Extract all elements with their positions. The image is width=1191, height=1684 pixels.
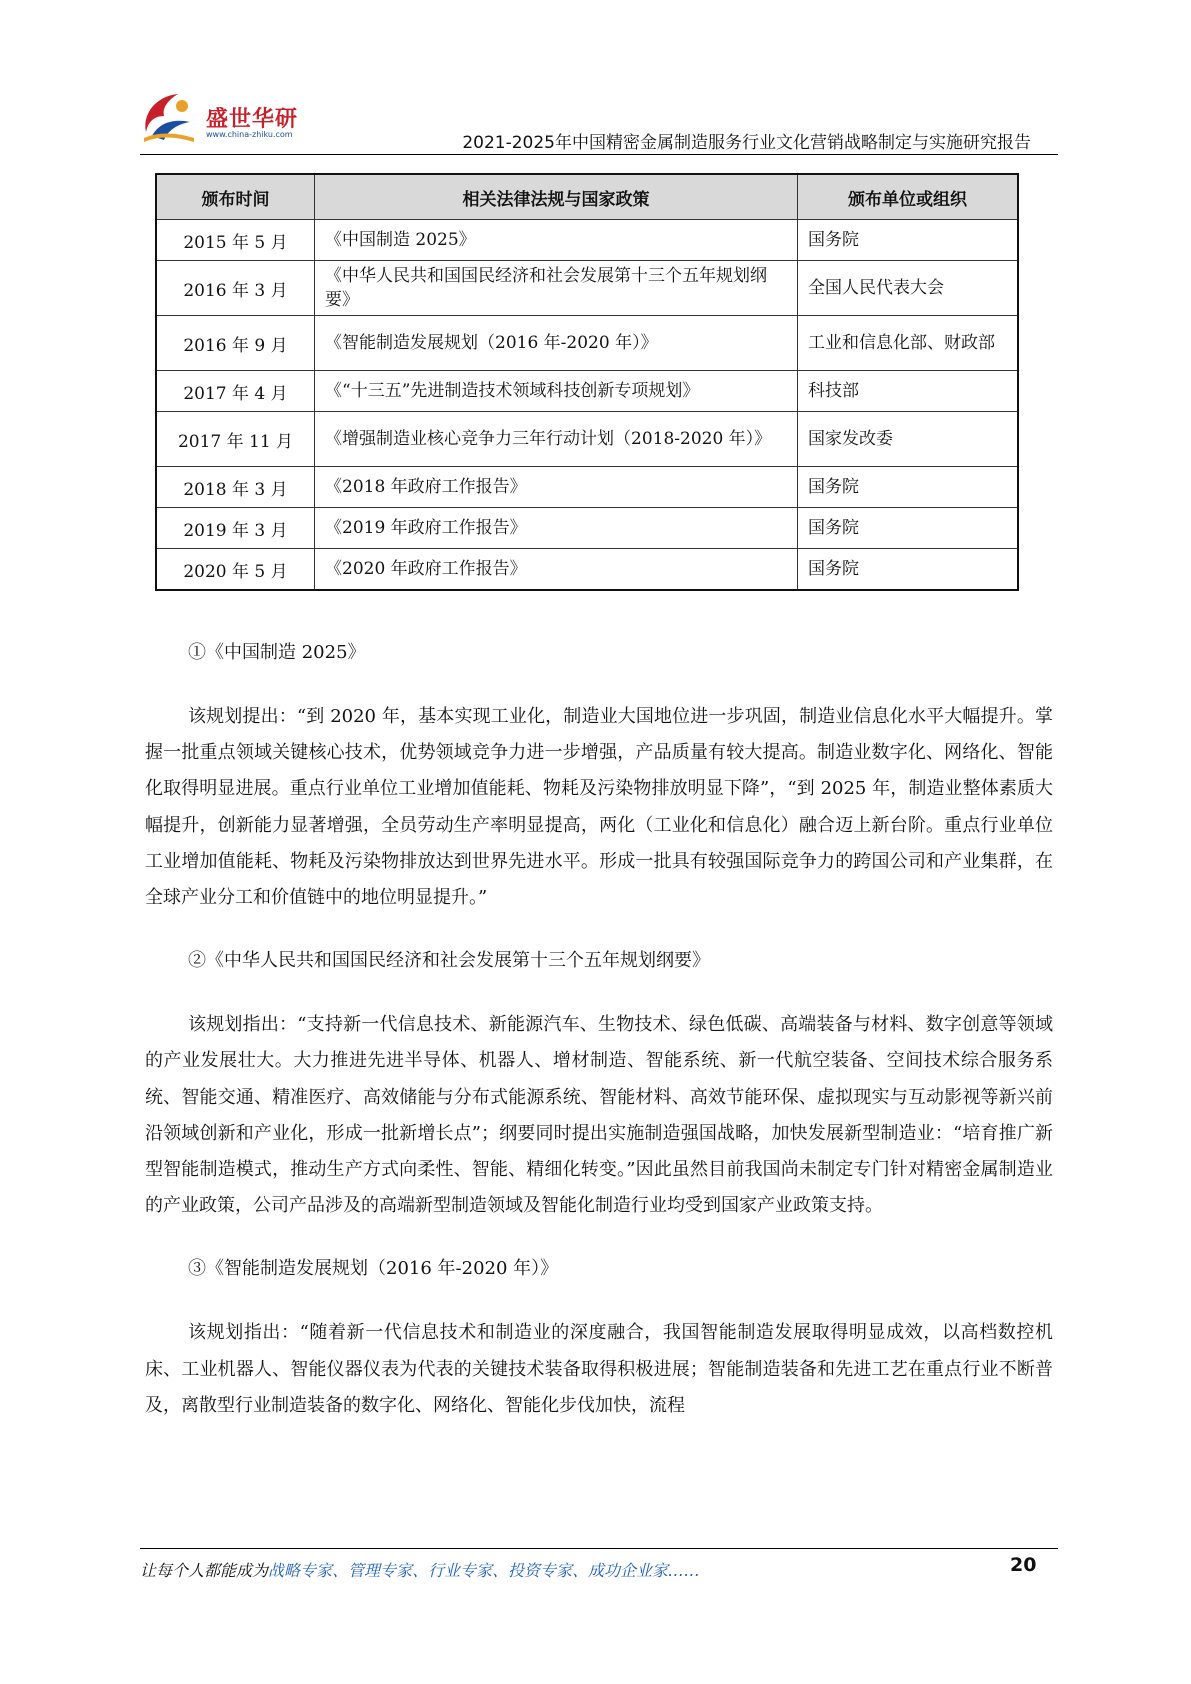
- column-header-issuer: 颁布单位或组织: [798, 174, 1019, 220]
- footer-slogan: [140, 1558, 700, 1581]
- logo-url: www.china-zhiku.com: [206, 130, 293, 139]
- table-row: [156, 316, 1018, 371]
- table-row: [156, 220, 1018, 261]
- issuer-cell: 国务院: [798, 220, 1019, 261]
- policy-cell: 《中国制造 2025》: [315, 220, 798, 261]
- date-cell: 2015 年 5 月: [156, 220, 315, 261]
- issuer-cell: 国务院: [798, 467, 1019, 508]
- table-row: [156, 412, 1018, 467]
- policy-cell: 《2020 年政府工作报告》: [315, 549, 798, 591]
- section-heading: ③《智能制造发展规划（2016 年-2020 年）》: [188, 1258, 559, 1280]
- issuer-cell: 国务院: [798, 549, 1019, 591]
- date-cell: 2017 年 11 月: [156, 412, 315, 467]
- footer-divider: [140, 1548, 1058, 1549]
- issuer-cell: 工业和信息化部、财政部: [798, 316, 1019, 371]
- date-cell: 2016 年 9 月: [156, 316, 315, 371]
- section-paragraph: 该规划指出：“随着新一代信息技术和制造业的深度融合，我国智能制造发展取得明显成效，以高档数控机床、工业机器人、智能仪器仪表为代表的关键技术装备取得积极进展；智能制造装备和先进工艺在重点行业不断普及，离散型行业制造装备的数字化、网络化、智能化步伐加快，流程: [145, 1322, 1053, 1416]
- table-row: [156, 371, 1018, 412]
- issuer-cell: 科技部: [798, 371, 1019, 412]
- header-divider: [140, 154, 1058, 155]
- date-cell: 2020 年 5 月: [156, 549, 315, 591]
- logo-name: 盛世华研: [206, 107, 299, 132]
- policy-cell: 《中华人民共和国国民经济和社会发展第十三个五年规划纲要》: [315, 261, 798, 316]
- table-header-row: [156, 174, 1018, 220]
- logo: [138, 86, 338, 156]
- footer-slogan-highlight: 战略专家、管理专家、行业专家、投资专家、成功企业家……: [268, 1561, 701, 1580]
- date-cell: 2019 年 3 月: [156, 508, 315, 549]
- document-body: [145, 636, 1053, 1424]
- table-row: [156, 261, 1018, 316]
- issuer-cell: 全国人民代表大会: [798, 261, 1019, 316]
- policy-cell: 《“十三五”先进制造技术领域科技创新专项规划》: [315, 371, 798, 412]
- issuer-cell: 国务院: [798, 508, 1019, 549]
- page-number: 20: [1010, 1554, 1037, 1576]
- section-paragraph: 该规划提出：“到 2020 年，基本实现工业化，制造业大国地位进一步巩固，制造业信息化水平大幅提升。掌握一批重点领域关键核心技术，优势领域竞争力进一步增强，产品质量有较大提高。制造业数字化、网络化、智能化取得明显进展。重点行业单位工业增加值能耗、物耗及污染物排放明显下降”，“到 2025 年，制造业整体素质大幅提升，创新能力显著增强，全员劳动生产率明显提高，两化（工业化和信息化）融合迈上新台阶。重点行业单位工业增加值能耗、物耗及污染物排放达到世界先进水平。形成一批具有较强国际竞争力的跨国公司和产业集群，在全球产业分工和价值链中的地位明显提升。”: [145, 706, 1053, 909]
- policy-cell: 《增强制造业核心竞争力三年行动计划（2018-2020 年）》: [315, 412, 798, 467]
- policy-cell: 《2018 年政府工作报告》: [315, 467, 798, 508]
- section-heading: ①《中国制造 2025》: [188, 642, 366, 663]
- footer-slogan-lead: 让每个人都能成为: [140, 1561, 269, 1580]
- column-header-date: 颁布时间: [156, 174, 315, 220]
- issuer-cell: 国家发改委: [798, 412, 1019, 467]
- report-title: 2021-2025年中国精密金属制造服务行业文化营销战略制定与实施研究报告: [462, 133, 1031, 153]
- date-cell: 2016 年 3 月: [156, 261, 315, 316]
- section-heading: ②《中华人民共和国国民经济和社会发展第十三个五年规划纲要》: [188, 950, 710, 972]
- section-paragraph: 该规划指出：“支持新一代信息技术、新能源汽车、生物技术、绿色低碳、高端装备与材料、数字创意等领域的产业发展壮大。大力推进先进半导体、机器人、增材制造、智能系统、新一代航空装备、空间技术综合服务系统、智能交通、精准医疗、高效储能与分布式能源系统、智能材料、高效节能环保、虚拟现实与互动影视等新兴前沿领域创新和产业化，形成一批新增长点”；纲要同时提出实施制造强国战略，加快发展新型制造业：“培育推广新型智能制造模式，推动生产方式向柔性、智能、精细化转变。”因此虽然目前我国尚未制定专门针对精密金属制造业的产业政策，公司产品涉及的高端新型制造领域及智能化制造行业均受到国家产业政策支持。: [145, 1014, 1053, 1217]
- table-row: [156, 549, 1018, 591]
- date-cell: 2018 年 3 月: [156, 467, 315, 508]
- table-row: [156, 467, 1018, 508]
- logo-emblem-icon: [138, 86, 208, 150]
- policy-cell: 《智能制造发展规划（2016 年-2020 年）》: [315, 316, 798, 371]
- policy-cell: 《2019 年政府工作报告》: [315, 508, 798, 549]
- column-header-policy: 相关法律法规与国家政策: [315, 174, 798, 220]
- date-cell: 2017 年 4 月: [156, 371, 315, 412]
- policy-table: [155, 173, 1019, 591]
- table-row: [156, 508, 1018, 549]
